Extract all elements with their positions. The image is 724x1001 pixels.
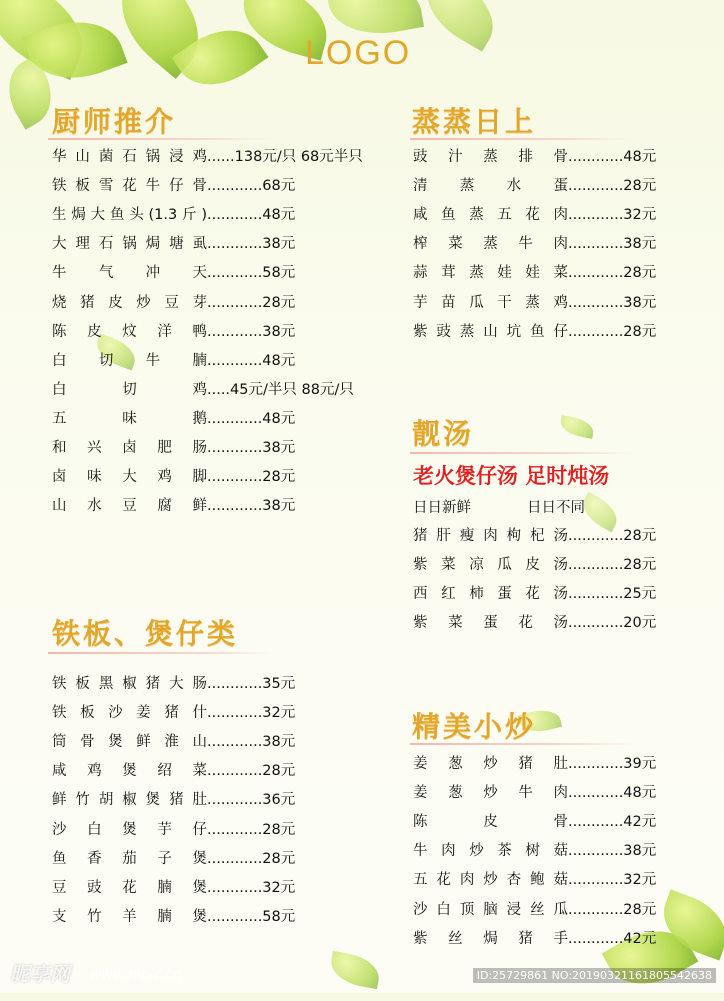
menu-item-price: ............42元 bbox=[568, 930, 657, 947]
menu-item-name: 牛气冲天 bbox=[52, 265, 207, 282]
menu-item-price: ............68元 bbox=[207, 178, 296, 195]
menu-item bbox=[413, 525, 656, 547]
menu-item bbox=[413, 583, 656, 605]
leaf-decoration bbox=[413, 0, 507, 52]
menu-item-price: ............28元 bbox=[568, 528, 657, 544]
menu-item-name: 清蒸水蛋 bbox=[413, 178, 568, 195]
menu-item-name: 陈皮炆洋鸭 bbox=[52, 323, 207, 340]
menu-item-name: 紫丝焗猪手 bbox=[413, 930, 568, 947]
menu-item bbox=[52, 233, 295, 255]
menu-item bbox=[413, 928, 656, 950]
menu-item bbox=[52, 146, 363, 168]
menu-item-name: 豆豉花腩煲 bbox=[52, 879, 207, 896]
menu-item-name: 大理石锅焗塘虱 bbox=[52, 236, 207, 253]
menu-item-price: ............28元 bbox=[207, 821, 296, 838]
soup-headline: 老火煲仔汤 足时炖汤 bbox=[413, 464, 610, 488]
menu-item-price: ............32元 bbox=[568, 207, 657, 224]
section-title-chef: 厨师推介 bbox=[52, 105, 177, 138]
menu-item bbox=[413, 146, 656, 168]
menu-item-price: ............38元 bbox=[568, 294, 657, 311]
menu-item-name: 五花肉炒杏鲍菇 bbox=[413, 872, 568, 889]
menu-item-name: 铁板雪花牛仔骨 bbox=[52, 178, 207, 195]
soup-subtext: 日日不同 bbox=[527, 500, 585, 516]
menu-item-name: 紫豉蒸山坑鱼仔 bbox=[413, 323, 568, 340]
menu-item-name: 白切牛腩 bbox=[52, 352, 207, 369]
menu-item-price: ............25元 bbox=[568, 586, 657, 603]
menu-item-name: 烧猪皮炒豆芽 bbox=[52, 294, 207, 311]
menu-item-name: 山水豆腐鲜 bbox=[52, 498, 207, 515]
menu-item-price: ............38元 bbox=[207, 498, 296, 515]
watermark-id: ID:25729861 NO:20190321161805542638 bbox=[473, 968, 716, 983]
menu-item-name: 芋苗瓜干蒸鸡 bbox=[413, 294, 568, 311]
menu-item bbox=[52, 262, 295, 284]
menu-item-price: ............32元 bbox=[207, 879, 296, 896]
menu-item-price: ............28元 bbox=[568, 901, 657, 918]
menu-item bbox=[52, 495, 295, 517]
menu-item bbox=[52, 175, 295, 197]
menu-item-price: ............58元 bbox=[207, 265, 296, 282]
menu-item-name: 榨菜蒸牛肉 bbox=[413, 236, 568, 253]
menu-item-name: 和兴卤肥肠 bbox=[52, 440, 207, 456]
menu-item bbox=[52, 760, 295, 782]
menu-item-name: 陈皮骨 bbox=[413, 814, 568, 831]
watermark-url: www.nipic.cn bbox=[90, 967, 183, 983]
menu-item bbox=[413, 869, 656, 891]
watermark-brand: 昵享网 bbox=[10, 962, 70, 986]
menu-item bbox=[52, 321, 295, 343]
menu-item bbox=[52, 350, 295, 372]
menu-item-price: ............48元 bbox=[207, 207, 296, 224]
menu-item bbox=[52, 292, 295, 314]
menu-item bbox=[52, 731, 295, 753]
menu-item-price: ............38元 bbox=[568, 843, 657, 860]
menu-item bbox=[413, 840, 656, 862]
divider bbox=[410, 138, 635, 140]
menu-item-price: ............28元 bbox=[568, 323, 657, 340]
menu-item-price: ............48元 bbox=[207, 410, 296, 427]
menu-item-name: 牛肉炒茶树菇 bbox=[413, 843, 568, 860]
menu-item-name: 铁板黑椒猪大肠 bbox=[52, 676, 207, 692]
menu-item bbox=[52, 848, 295, 870]
soup-subtext: 日日新鲜 bbox=[413, 500, 471, 516]
menu-item-price: .....45元/半只 88元/只 bbox=[207, 381, 354, 398]
menu-item bbox=[413, 292, 656, 314]
menu-item-price: ......138元/只 68元半只 bbox=[207, 149, 363, 165]
menu-item-name: 生焗大鱼头(1.3斤) bbox=[52, 207, 207, 224]
menu-item bbox=[52, 789, 295, 811]
menu-item-name: 铁板沙姜猪什 bbox=[52, 705, 207, 722]
menu-item bbox=[413, 612, 656, 634]
divider bbox=[410, 743, 635, 745]
menu-item bbox=[52, 819, 295, 841]
menu-item-price: ............58元 bbox=[207, 908, 296, 925]
menu-item-name: 筒骨煲鲜淮山 bbox=[52, 734, 207, 751]
menu-item bbox=[413, 204, 656, 226]
menu-item-price: ............28元 bbox=[207, 850, 296, 867]
menu-item bbox=[52, 204, 295, 226]
logo: LOGO bbox=[305, 34, 412, 72]
menu-item-price: ............32元 bbox=[207, 705, 296, 722]
menu-item-price: ............36元 bbox=[207, 792, 296, 809]
menu-item-name: 沙白煲芋仔 bbox=[52, 821, 207, 838]
menu-item-price: ............48元 bbox=[207, 352, 296, 369]
menu-item bbox=[413, 811, 656, 833]
menu-item-name: 五味鹅 bbox=[52, 410, 207, 427]
menu-item-name: 姜葱炒猪肚 bbox=[413, 756, 568, 772]
menu-item bbox=[413, 321, 656, 343]
menu-item-name: 沙白顶脑浸丝瓜 bbox=[413, 901, 568, 918]
divider bbox=[48, 652, 273, 654]
menu-item-name: 咸鸡煲绍菜 bbox=[52, 763, 207, 780]
menu-item bbox=[52, 408, 295, 430]
menu-item-price: ............28元 bbox=[207, 763, 296, 780]
menu-item-price: ............28元 bbox=[568, 265, 657, 282]
menu-item bbox=[52, 702, 295, 724]
section-title-steam: 蒸蒸日上 bbox=[412, 105, 537, 138]
menu-item bbox=[413, 899, 656, 921]
menu-item-price: ............38元 bbox=[207, 323, 296, 340]
divider bbox=[48, 138, 273, 140]
menu-item-price: ............28元 bbox=[568, 557, 657, 574]
menu-item-name: 卤味大鸡脚 bbox=[52, 469, 207, 486]
menu-item-name: 姜葱炒牛肉 bbox=[413, 785, 568, 802]
menu-item-name: 咸鱼蒸五花肉 bbox=[413, 207, 568, 224]
menu-item-name: 华山菌石锅浸鸡 bbox=[52, 149, 207, 165]
menu-item bbox=[413, 262, 656, 284]
menu-item bbox=[413, 175, 656, 197]
menu-item-price: ............38元 bbox=[207, 236, 296, 253]
menu-item-price: ............38元 bbox=[207, 734, 296, 751]
menu-item bbox=[52, 877, 295, 899]
menu-item-name: 鲜竹胡椒煲猪肚 bbox=[52, 792, 207, 809]
menu-item-price: ............28元 bbox=[207, 469, 296, 486]
menu-item bbox=[413, 554, 656, 576]
menu-item bbox=[52, 437, 295, 459]
menu-item-price: ............48元 bbox=[568, 785, 657, 802]
menu-item bbox=[52, 379, 354, 401]
menu-item-price: ............28元 bbox=[207, 294, 296, 311]
menu-item-price: ............38元 bbox=[568, 236, 657, 253]
menu-item-price: ............20元 bbox=[568, 615, 657, 632]
menu-item bbox=[413, 233, 656, 255]
leaf-decoration bbox=[559, 415, 596, 439]
menu-item-name: 鱼香茄子煲 bbox=[52, 850, 207, 867]
menu-item-name: 支竹羊腩煲 bbox=[52, 908, 207, 925]
menu-item bbox=[413, 782, 656, 804]
section-title-iron: 铁板、煲仔类 bbox=[52, 617, 239, 650]
section-title-soup: 靓汤 bbox=[412, 417, 475, 450]
menu-item-price: ............35元 bbox=[207, 676, 296, 692]
menu-item-name: 紫菜蛋花汤 bbox=[413, 615, 568, 632]
menu-item-price: ............28元 bbox=[568, 178, 657, 195]
menu-item-price: ............48元 bbox=[568, 149, 657, 165]
menu-item-name: 蒜茸蒸娃娃菜 bbox=[413, 265, 568, 282]
menu-item bbox=[52, 906, 295, 928]
menu-item-name: 西红柿蛋花汤 bbox=[413, 586, 568, 603]
menu-item-price: ............38元 bbox=[207, 440, 296, 456]
leaf-decoration bbox=[328, 951, 382, 989]
menu-item-name: 白切鸡 bbox=[52, 381, 207, 398]
section-title-stirfry: 精美小炒 bbox=[412, 710, 537, 743]
divider bbox=[410, 452, 635, 454]
menu-item-name: 豉汁蒸排骨 bbox=[413, 149, 568, 165]
menu-item bbox=[52, 466, 295, 488]
menu-item-price: ............42元 bbox=[568, 814, 657, 831]
menu-item-price: ............39元 bbox=[568, 756, 657, 772]
menu-item-price: ............32元 bbox=[568, 872, 657, 889]
menu-item bbox=[413, 753, 656, 775]
menu-item bbox=[52, 673, 295, 695]
menu-item-name: 紫菜凉瓜皮汤 bbox=[413, 557, 568, 574]
menu-item-name: 猪肝瘦肉枸杞汤 bbox=[413, 528, 568, 544]
